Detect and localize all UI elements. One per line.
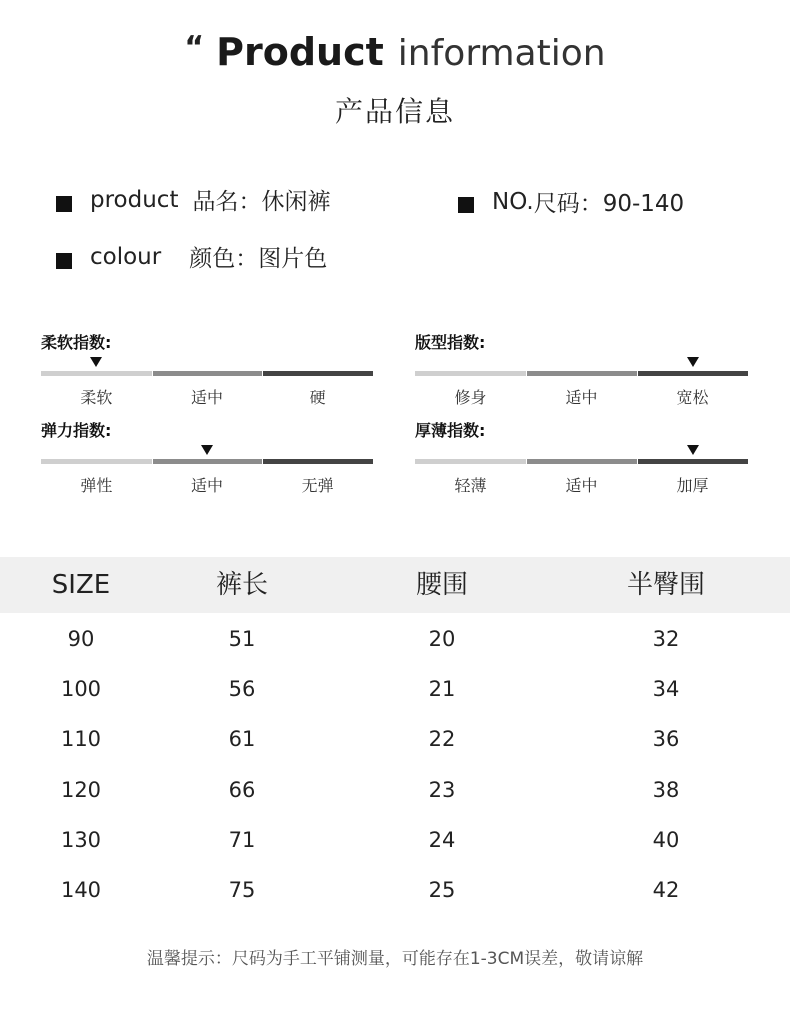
index-label: 轻薄 (454, 476, 487, 495)
index-bar-segment (153, 371, 263, 376)
index-bar-segment (527, 459, 637, 464)
index-bar-segment (263, 371, 373, 376)
index-bar-segment (415, 459, 526, 464)
index-bar-segment (41, 459, 152, 464)
table-cell: 23 (428, 777, 456, 802)
index-fit (415, 330, 748, 410)
table-column-header: SIZE (51, 570, 111, 600)
index-thickness (415, 418, 748, 498)
index-label: 宽松 (676, 388, 709, 407)
index-label: 加厚 (676, 476, 709, 495)
index-bar (41, 459, 373, 464)
index-elasticity (41, 418, 373, 498)
table-row (0, 713, 790, 763)
table-cell: 66 (228, 777, 256, 802)
table-row (0, 814, 790, 864)
bullet-square-icon (56, 253, 72, 269)
index-bar (41, 371, 373, 376)
table-cell: 100 (60, 677, 102, 702)
index-title: 弹力指数: (41, 421, 112, 440)
table-cell: 25 (428, 878, 456, 902)
table-row (0, 764, 790, 814)
table-cell: 71 (228, 827, 256, 852)
index-label: 适中 (190, 388, 223, 407)
index-bar-segment (263, 459, 373, 464)
table-cell: 22 (428, 727, 456, 752)
index-label: 弹性 (80, 476, 113, 495)
title-light: information (397, 33, 606, 74)
index-title: 柔软指数: (41, 333, 112, 352)
table-cell: 24 (428, 827, 456, 852)
table-cell: 34 (652, 677, 680, 702)
table-cell: 42 (652, 878, 680, 902)
index-bar-segment (41, 371, 152, 376)
table-row (0, 864, 790, 914)
info-product-en: product (90, 186, 179, 213)
table-column-header: 腰围 (415, 570, 468, 600)
index-bar-segment (527, 371, 637, 376)
index-bar-segment (153, 459, 263, 464)
size-table-body (0, 613, 790, 923)
table-cell: 20 (428, 627, 456, 651)
table-cell: 130 (60, 827, 102, 852)
table-cell: 75 (228, 878, 256, 902)
info-colour-en: colour (90, 243, 162, 270)
page-title (0, 30, 790, 74)
table-row (0, 613, 790, 663)
info-colour-cn: 颜色：图片色 (189, 246, 328, 272)
index-label: 无弹 (301, 476, 334, 495)
selected-marker-icon (687, 357, 699, 367)
index-bar-segment (638, 459, 748, 464)
info-product-cn: 品名：休闲裤 (192, 189, 331, 215)
table-column-header: 半臀围 (626, 570, 705, 600)
selected-marker-icon (687, 445, 699, 455)
index-softness (41, 330, 373, 410)
info-product (56, 183, 330, 216)
index-label: 适中 (565, 388, 598, 407)
info-size-en: NO. (492, 188, 534, 215)
info-colour (56, 240, 327, 273)
size-table-header (0, 557, 790, 613)
selected-marker-icon (201, 445, 213, 455)
quote-mark: “ (184, 30, 205, 65)
info-size (458, 185, 684, 218)
index-label: 硬 (309, 388, 326, 407)
title-bold: Product (216, 30, 384, 74)
table-cell: 120 (60, 777, 102, 802)
table-cell: 40 (652, 827, 680, 852)
table-cell: 110 (60, 727, 102, 752)
index-bar-segment (415, 371, 526, 376)
table-row (0, 663, 790, 713)
table-column-header: 裤长 (215, 570, 268, 600)
index-label: 适中 (565, 476, 598, 495)
bullet-square-icon (458, 197, 474, 213)
index-title: 版型指数: (415, 333, 486, 352)
index-label: 适中 (190, 476, 223, 495)
table-cell: 36 (652, 727, 680, 752)
table-cell: 90 (67, 627, 95, 651)
bullet-square-icon (56, 196, 72, 212)
table-cell: 32 (652, 627, 680, 651)
index-title: 厚薄指数: (415, 421, 486, 440)
index-label: 修身 (454, 388, 487, 407)
measurement-tip: 温馨提示：尺码为手工平铺测量，可能存在1-3CM误差，敬请谅解 (146, 949, 644, 969)
index-bar (415, 371, 748, 376)
table-cell: 140 (60, 878, 102, 902)
table-cell: 21 (428, 677, 456, 702)
info-size-cn: 尺码：90-140 (533, 191, 685, 217)
table-cell: 51 (228, 627, 256, 651)
index-label: 柔软 (80, 388, 113, 407)
table-cell: 56 (228, 677, 256, 702)
index-bar (415, 459, 748, 464)
table-cell: 38 (652, 777, 680, 802)
page-subtitle: 产品信息 (334, 95, 455, 128)
index-bar-segment (638, 371, 748, 376)
table-cell: 61 (228, 727, 256, 752)
selected-marker-icon (90, 357, 102, 367)
